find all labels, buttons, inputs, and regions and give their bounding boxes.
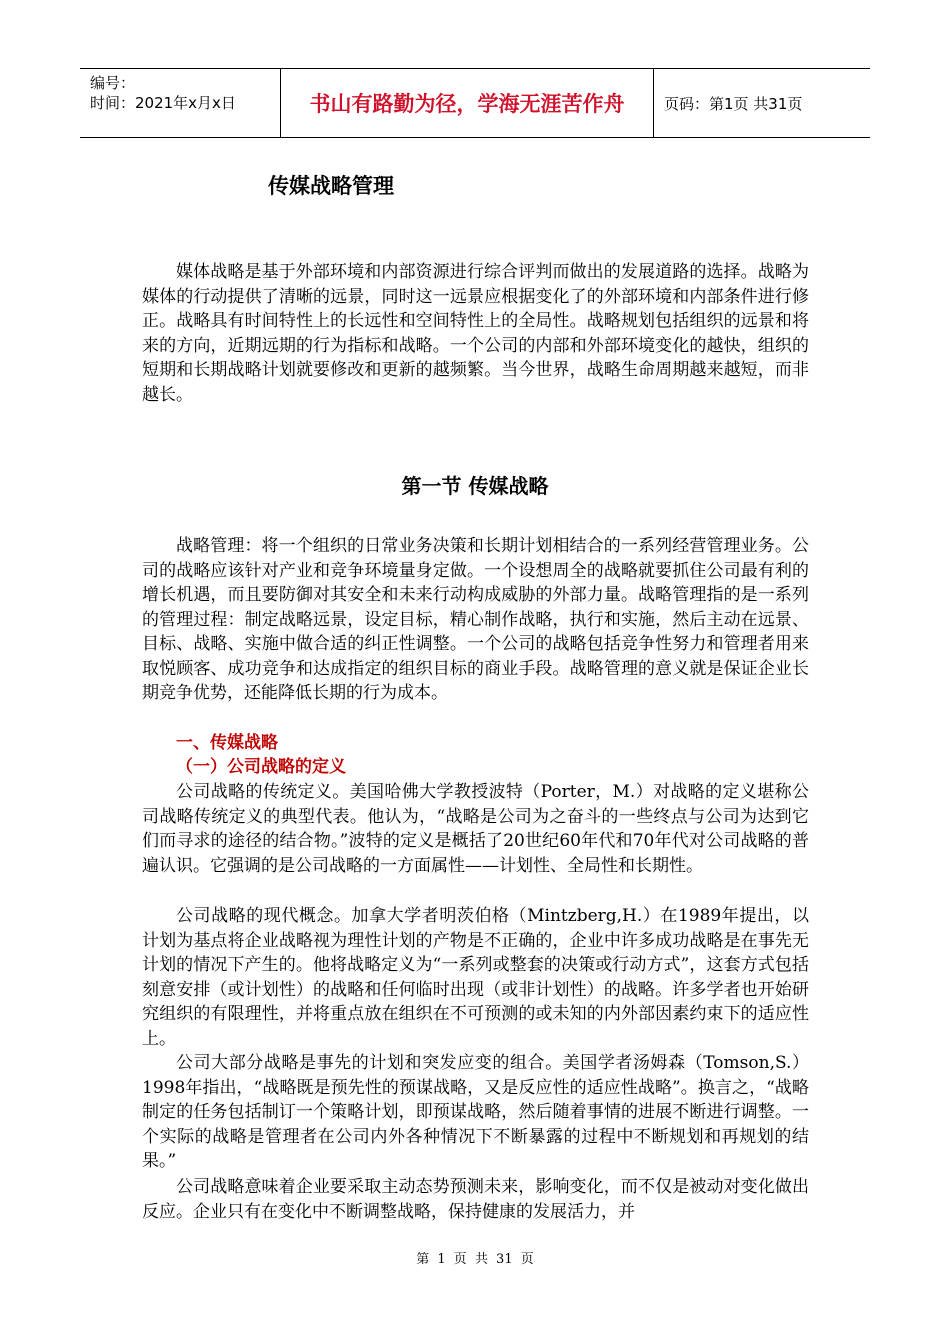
header-motto: 书山有路勤为径，学海无涯苦作舟 <box>281 69 654 137</box>
page-header <box>80 68 870 138</box>
time-label: 时间：2021年x月x日 <box>90 94 236 112</box>
header-meta <box>80 69 281 137</box>
page-footer: 第 1 页 共 31 页 <box>416 1252 534 1267</box>
section-title: 第一节 传媒战略 <box>401 474 549 498</box>
intro-paragraph: 媒体战略是基于外部环境和内部资源进行综合评判而做出的发展道路的选择。战略为媒体的行动提供了清晰的远景，同时这一远景应根据变化了的外部环境和内部条件进行修正。战略具有时间特性上的长远性和空间特性上的全局性。战略规划包括组织的远景和将来的方向，近期远期的行为指标和战略。一个公司的内部和外部环境变化的越快，组织的短期和长期战略计划就要修改和更新的越频繁。当今世界，战略生命周期越来越短，而非越长。 <box>142 262 809 405</box>
traditional-definition-paragraph: 公司战略的传统定义。美国哈佛大学教授波特（Porter，M.）对战略的定义堪称公司战略传统定义的典型代表。他认为，“战略是公司为之奋斗的一些终点与公司为达到它们而寻求的途径的结合物。”波特的定义是概括了20世纪60年代和70年代对公司战略的普遍认识。它强调的是公司战略的一方面属性——计划性、全局性和长期性。 <box>142 782 809 876</box>
strategy-management-paragraph: 战略管理：将一个组织的日常业务决策和长期计划相结合的一系列经营管理业务。公司的战略应该针对产业和竞争环境量身定做。一个设想周全的战略就要抓住公司最有利的增长机遇，而且要防御对其安全和未来行动构成威胁的外部力量。战略管理指的是一系列的管理过程：制定战略远景，设定目标，精心制作战略，执行和实施，然后主动在远景、目标、战略、实施中做合适的纠正性调整。一个公司的战略包括竞争性努力和管理者用来取悦顾客、成功竞争和达成指定的组织目标的商业手段。战略管理的意义就是保证企业长期竞争优势，还能降低长期的行为成本。 <box>142 536 809 703</box>
document-title: 传媒战略管理 <box>268 173 394 198</box>
heading-definition: （一）公司战略的定义 <box>176 757 346 777</box>
heading-media-strategy: 一、传媒战略 <box>176 733 278 753</box>
number-label: 编号： <box>90 74 136 92</box>
proactive-paragraph: 公司战略意味着企业要采取主动态势预测未来，影响变化，而不仅是被动对变化做出反应。企业只有在变化中不断调整战略，保持健康的发展活力，并 <box>142 1177 809 1222</box>
modern-concept-paragraph: 公司战略的现代概念。加拿大学者明茨伯格（Mintzberg,H.）在1989年提出，以计划为基点将企业战略视为理性计划的产物是不正确的，企业中许多成功战略是在事先无计划的情况下产生的。他将战略定义为“一系列或整套的决策或行动方式”，这套方式包括刻意安排（或计划性）的战略和任何临时出现（或非计划性）的战略。许多学者也开始研究组织的有限理性，并将重点放在组织在不可预测的或未知的内外部因素约束下的适应性上。 <box>142 906 809 1049</box>
header-page-info: 页码：第1页 共31页 <box>664 94 803 113</box>
combination-paragraph: 公司大部分战略是事先的计划和突发应变的组合。美国学者汤姆森（Tomson,S.）1998年指出，“战略既是预先性的预谋战略，又是反应性的适应性战略”。换言之，“战略制定的任务包括制订一个策略计划，即预谋战略，然后随着事情的进展不断进行调整。一个实际的战略是管理者在公司内外各种情况下不断暴露的过程中不断规划和再规划的结果。” <box>142 1053 809 1171</box>
